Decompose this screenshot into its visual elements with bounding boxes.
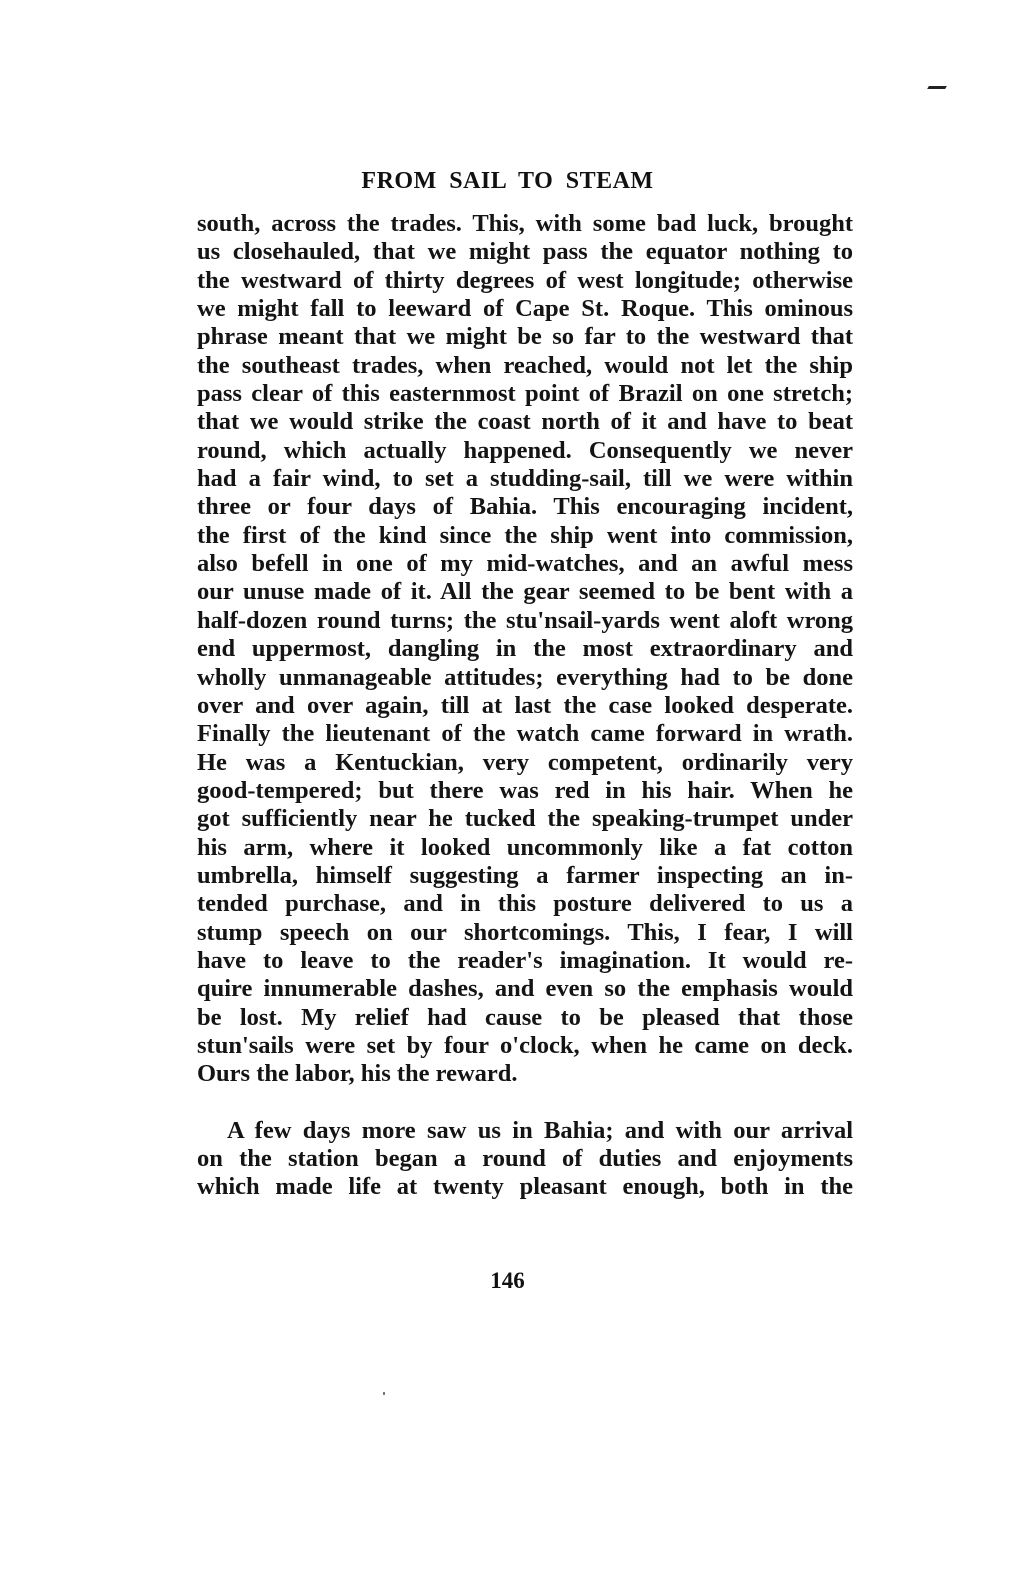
text-line: half-dozen round turns; the stu'nsail-yards went aloft wrong (197, 606, 853, 634)
text-line: three or four days of Bahia. This encouraging incident, (197, 493, 853, 521)
page-number: 146 (490, 1268, 525, 1293)
text-line: his arm, where it looked uncommonly like a fat cotton (197, 833, 853, 861)
text-line: stun'sails were set by four o'clock, when he came on deck. (197, 1031, 853, 1059)
text-line: the westward of thirty degrees of west longitude; otherwise (197, 266, 853, 294)
text-line: A few days more saw us in Bahia; and with our arrival (227, 1116, 853, 1144)
text-line: have to leave to the reader's imagination. It would re- (197, 946, 853, 974)
paragraph (197, 1117, 853, 1202)
text-line: Finally the lieutenant of the watch came forward in wrath. (197, 720, 853, 748)
text-line: umbrella, himself suggesting a farmer inspecting an in- (197, 861, 853, 889)
running-head: FROM SAIL TO STEAM (361, 168, 654, 194)
paragraph (197, 210, 853, 1089)
text-line: we might fall to leeward of Cape St. Roque. This ominous (197, 295, 853, 323)
text-line: be lost. My relief had cause to be pleased that those (197, 1003, 853, 1031)
text-line: the first of the kind since the ship went into commission, (197, 521, 853, 549)
text-line: also befell in one of my mid-watches, and an awful mess (197, 550, 853, 578)
text-line: quire innumerable dashes, and even so the emphasis would (197, 975, 853, 1003)
text-line: which made life at twenty pleasant enough, both in the (197, 1173, 853, 1201)
text-line: phrase meant that we might be so far to the westward that (197, 323, 853, 351)
text-line: He was a Kentuckian, very competent, ordinarily very (197, 748, 853, 776)
text-line: our unuse made of it. All the gear seemed to be bent with a (197, 578, 853, 606)
text-line: got sufficiently near he tucked the speaking-trumpet under (197, 805, 853, 833)
ink-mark (927, 86, 947, 89)
text-line: end uppermost, dangling in the most extraordinary and (197, 635, 853, 663)
text-line: over and over again, till at last the case looked desperate. (197, 691, 853, 719)
text-line: Ours the labor, his the reward. (197, 1060, 518, 1088)
text-line: good-tempered; but there was red in his hair. When he (197, 776, 853, 804)
text-line: round, which actually happened. Consequently we never (197, 436, 853, 464)
text-line: that we would strike the coast north of it and have to beat (197, 408, 853, 436)
text-line: south, across the trades. This, with some bad luck, brought (197, 210, 853, 237)
text-line: tended purchase, and in this posture delivered to us a (197, 890, 853, 918)
text-line: the southeast trades, when reached, would not let the ship (197, 351, 853, 379)
text-line: on the station began a round of duties and enjoyments (197, 1145, 853, 1172)
text-line: us closehauled, that we might pass the equator nothing to (197, 238, 853, 266)
paper-speck (383, 1392, 385, 1395)
body-text (197, 210, 853, 1202)
paragraph-gap (197, 1089, 853, 1117)
text-line: wholly unmanageable attitudes; everything had to be done (197, 663, 853, 691)
text-line: pass clear of this easternmost point of Brazil on one stretch; (197, 380, 853, 408)
text-line: stump speech on our shortcomings. This, I fear, I will (197, 918, 853, 946)
text-line: had a fair wind, to set a studding-sail, till we were within (197, 465, 853, 493)
